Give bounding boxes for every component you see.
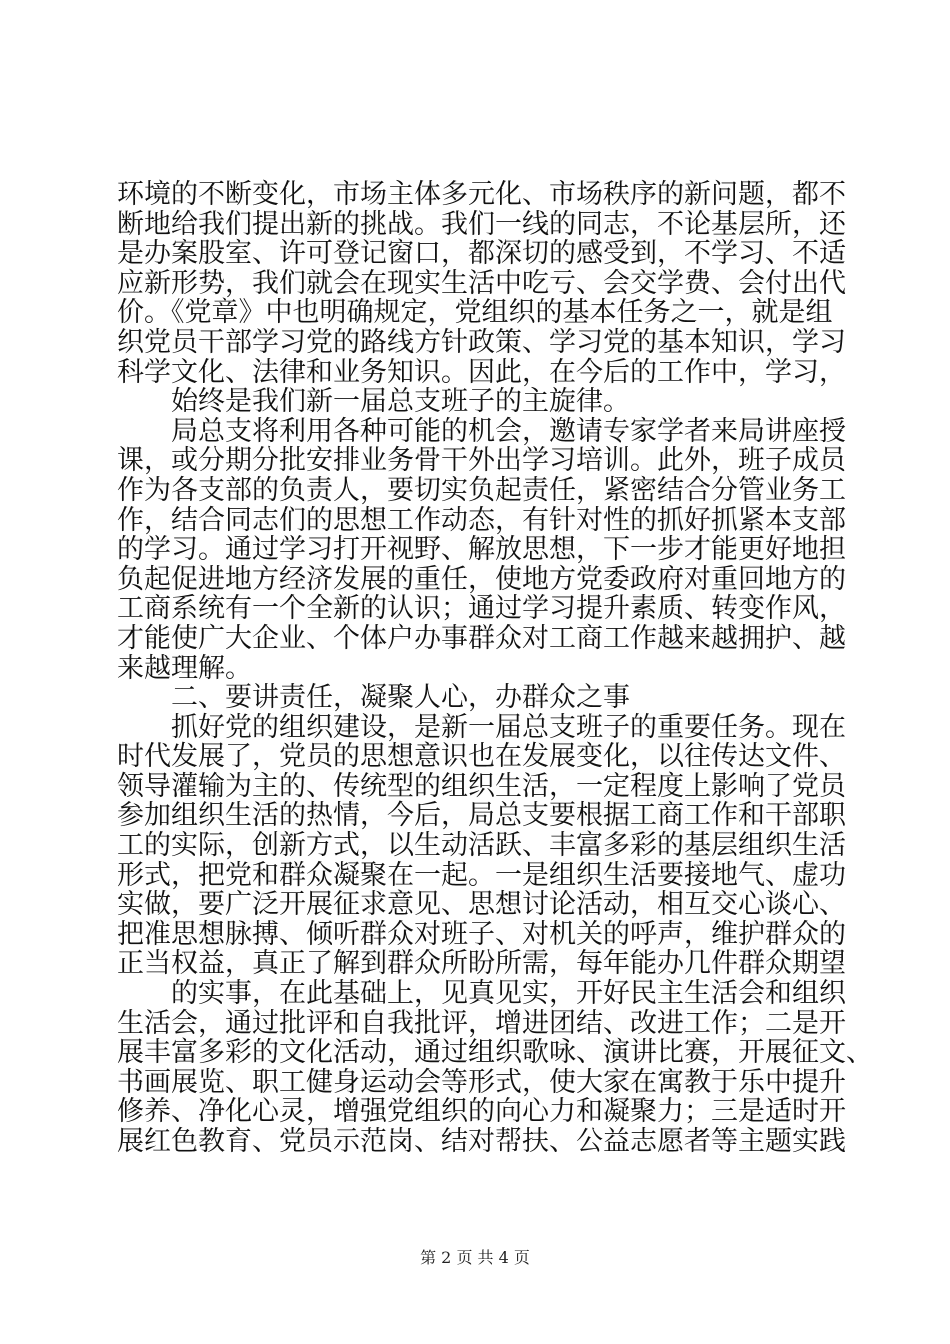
body-line: 环境的不断变化，市场主体多元化、市场秩序的新问题，都不 xyxy=(117,179,846,210)
page-footer: 第 2 页 共 4 页 xyxy=(420,1248,530,1267)
body-line: 断地给我们提出新的挑战。我们一线的同志，不论基层所，还 xyxy=(117,208,846,240)
body-line: 工商系统有一个全新的认识；通过学习提升素质、转变作风， xyxy=(117,593,846,625)
body-line: 来越理解。 xyxy=(117,652,252,684)
body-line: 形式，把党和群众凝聚在一起。一是组织生活要接地气、虚功 xyxy=(117,859,846,891)
body-line: 负起促进地方经济发展的重任，使地方党委政府对重回地方的 xyxy=(117,563,846,595)
document-body xyxy=(117,179,873,1157)
body-line: 生活会，通过批评和自我批评，增进团结、改进工作；二是开 xyxy=(117,1007,846,1039)
body-line: 课，或分期分批安排业务骨干外出学习培训。此外，班子成员 xyxy=(117,445,846,477)
body-line: 二、要讲责任，凝聚人心，办群众之事 xyxy=(171,682,630,714)
body-line: 局总支将利用各种可能的机会，邀请专家学者来局讲座授 xyxy=(171,415,846,447)
body-line: 工的实际，创新方式，以生动活跃、丰富多彩的基层组织生活 xyxy=(117,830,846,862)
body-line: 价。《党章》中也明确规定，党组织的基本任务之一，就是组 xyxy=(117,297,833,329)
body-line: 书画展览、职工健身运动会等形式，使大家在寓教于乐中提升 xyxy=(117,1066,846,1098)
body-line: 抓好党的组织建设，是新一届总支班子的重要任务。现在 xyxy=(171,711,846,743)
body-line: 正当权益，真正了解到群众所盼所需，每年能办几件群众期望 xyxy=(117,948,846,980)
body-line: 领导灌输为主的、传统型的组织生活，一定程度上影响了党员 xyxy=(117,770,846,802)
body-line: 才能使广大企业、个体户办事群众对工商工作越来越拥护、越 xyxy=(117,622,846,654)
body-line: 的实事，在此基础上，见真见实，开好民主生活会和组织 xyxy=(171,978,846,1010)
body-line: 作，结合同志们的思想工作动态，有针对性的抓好抓紧本支部 xyxy=(117,504,846,536)
body-line: 修养、净化心灵，增强党组织的向心力和凝聚力；三是适时开 xyxy=(117,1096,846,1128)
body-line: 科学文化、法律和业务知识。因此，在今后的工作中，学习， xyxy=(117,356,846,388)
body-line: 把准思想脉搏、倾听群众对班子、对机关的呼声，维护群众的 xyxy=(117,918,846,950)
body-line: 展丰富多彩的文化活动，通过组织歌咏、演讲比赛，开展征文、 xyxy=(117,1037,873,1069)
body-line: 织党员干部学习党的路线方针政策、学习党的基本知识，学习 xyxy=(117,326,846,358)
body-line: 应新形势，我们就会在现实生活中吃亏、会交学费、会付出代 xyxy=(117,267,846,299)
body-line: 展红色教育、党员示范岗、结对帮扶、公益志愿者等主题实践 xyxy=(117,1126,846,1157)
body-line: 作为各支部的负责人，要切实负起责任，紧密结合分管业务工 xyxy=(117,474,846,506)
body-line: 参加组织生活的热情，今后，局总支要根据工商工作和干部职 xyxy=(117,800,846,832)
body-line: 始终是我们新一届总支班子的主旋律。 xyxy=(171,386,630,418)
body-line: 是办案股室、许可登记窗口，都深切的感受到，不学习、不适 xyxy=(117,238,846,270)
body-line: 的学习。通过学习打开视野、解放思想，下一步才能更好地担 xyxy=(117,534,846,566)
body-line: 时代发展了，党员的思想意识也在发展变化，以往传达文件、 xyxy=(117,741,846,773)
body-line: 实做，要广泛开展征求意见、思想讨论活动，相互交心谈心、 xyxy=(117,889,846,921)
